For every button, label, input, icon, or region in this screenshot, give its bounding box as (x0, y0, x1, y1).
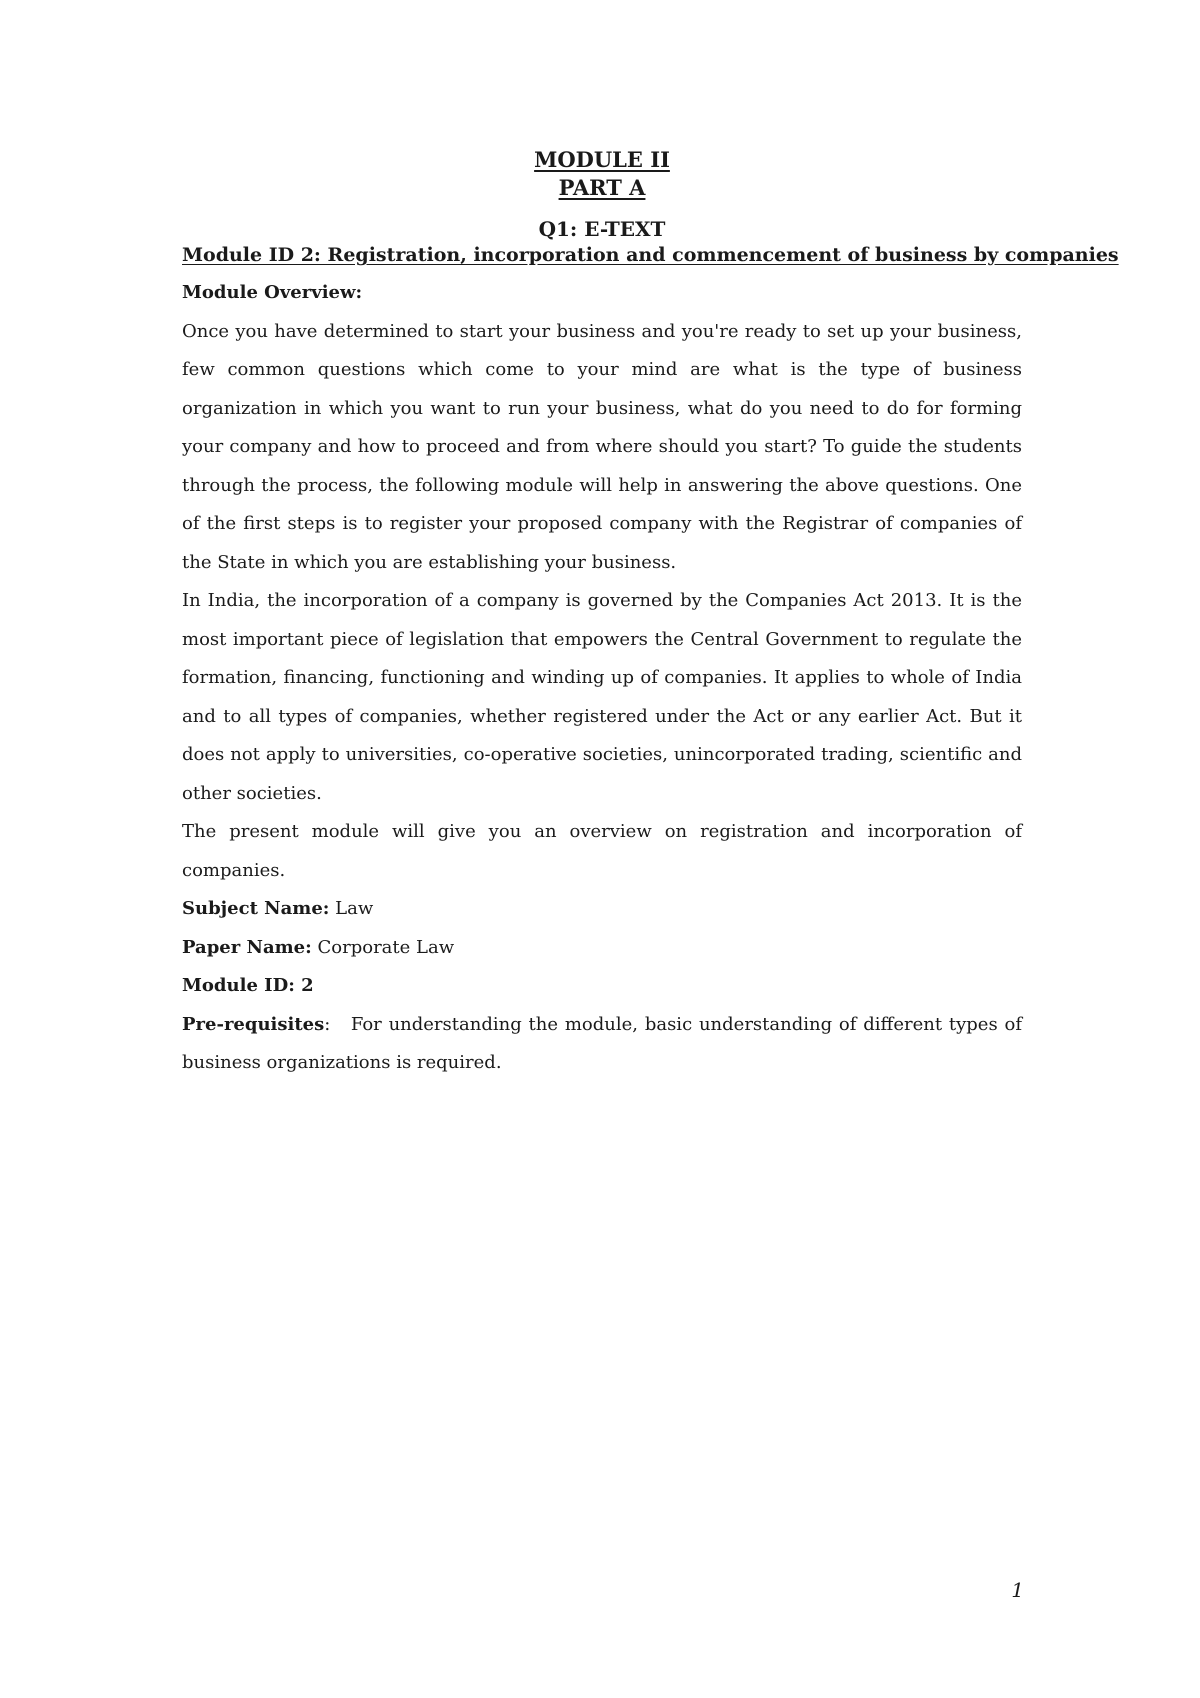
subject-line (182, 890, 1022, 929)
overview-label: Module Overview: (182, 282, 363, 303)
paper-line (182, 929, 1022, 968)
subject-label: Subject Name: (182, 898, 330, 919)
paper-label: Paper Name: (182, 936, 312, 958)
module-heading: MODULE II (534, 147, 670, 172)
module-title: Module ID 2: Registration, incorporation and commencement of business by companies (182, 244, 1119, 266)
part-heading: PART A (558, 175, 646, 200)
overview-paragraph-2: In India, the incorporation of a company is governed by the Companies Act 2013. It is the most important piece of legislation that empowers the Central Government to regulate the formation, financing, functioning and winding up of companies. It applies to whole of India and to all types of companies, whether registered under the Act or any earlier Act. But it does not apply to universities, co-operative societies, unincorporated trading, scientific and other societies. (182, 590, 1022, 804)
prerequisites-label: Pre-requisites (182, 1013, 325, 1035)
prerequisites-line (182, 1006, 1022, 1083)
prerequisites-colon: : (324, 1013, 331, 1035)
module-id-line: Module ID: 2 (182, 975, 314, 996)
paper-value: Corporate Law (317, 936, 455, 958)
overview-paragraph-1: Once you have determined to start your business and you're ready to set up your business, few common questions which come to your mind are what is the type of business organization in which you want to run your business, what do you need to do for forming your company and how to proceed and from where should you start? To guide the students through the process, the following module will help in answering the above questions. One of the first steps is to register your proposed company with the Registrar of companies of the State in which you are establishing your business. (182, 320, 1022, 573)
overview-paragraph-3: The present module will give you an overview on registration and incorporation of companies. (182, 821, 1022, 881)
document-content (182, 146, 1119, 1083)
prerequisites-value: For understanding the module, basic understanding of different types of business organizations is required. (182, 1013, 1023, 1073)
subject-value: Law (335, 898, 374, 919)
page-number: 1 (1011, 1578, 1024, 1602)
question-title: Q1: E-TEXT (538, 217, 666, 241)
